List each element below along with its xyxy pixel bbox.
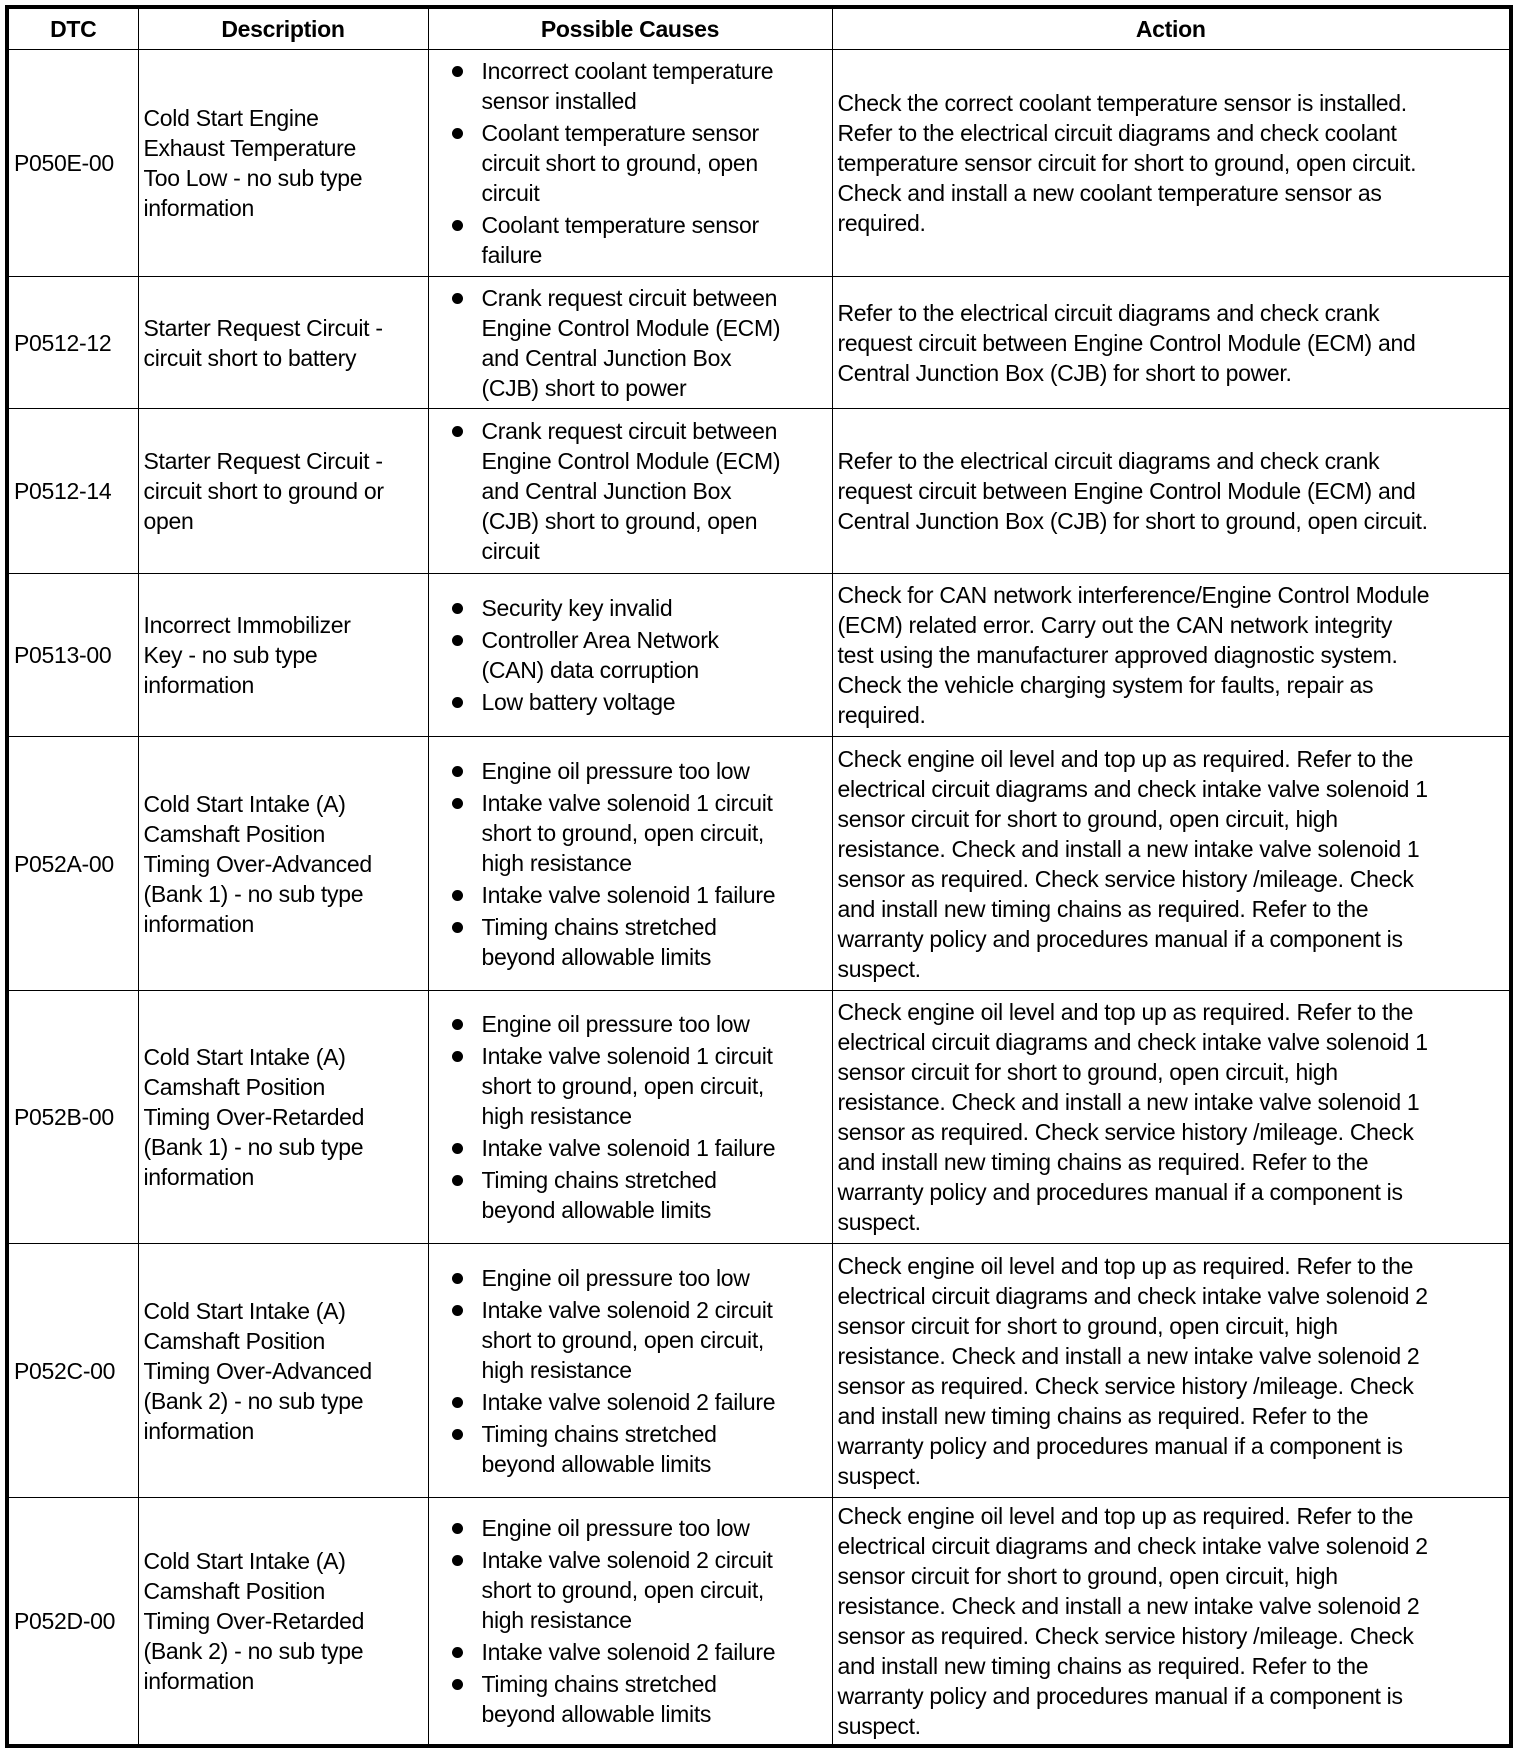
causes-list (434, 1263, 827, 1479)
header-action: Action (832, 7, 1511, 50)
cause-item: Intake valve solenoid 1 circuit short to ground, open circuit, high resistance (482, 788, 827, 878)
causes-list (434, 756, 827, 972)
cause-item: Engine oil pressure too low (482, 1513, 827, 1543)
description: Starter Request Circuit - circuit short to battery (138, 277, 428, 409)
dtc-code: P052B-00 (7, 991, 138, 1244)
description: Cold Start Intake (A) Camshaft Position Timing Over-Advanced (Bank 1) - no sub type information (138, 737, 428, 991)
possible-causes (428, 574, 832, 737)
table-row (7, 991, 1511, 1244)
table-row (7, 737, 1511, 991)
dtc-code: P052D-00 (7, 1498, 138, 1746)
cause-item: Intake valve solenoid 2 failure (482, 1637, 827, 1667)
cause-item: Coolant temperature sensor failure (482, 210, 827, 270)
table-row (7, 50, 1511, 277)
action: Check for CAN network interference/Engine Control Module (ECM) related error. Carry out the CAN network integrity test using the manufacturer approved diagnostic system. Check the vehicle charging system for faults, repair as required. (832, 574, 1511, 737)
header-description: Description (138, 7, 428, 50)
dtc-code: P052A-00 (7, 737, 138, 991)
cause-item: Security key invalid (482, 593, 827, 623)
cause-item: Timing chains stretched beyond allowable limits (482, 1419, 827, 1479)
description: Cold Start Intake (A) Camshaft Position Timing Over-Advanced (Bank 2) - no sub type information (138, 1244, 428, 1498)
table-row (7, 409, 1511, 574)
description: Cold Start Intake (A) Camshaft Position Timing Over-Retarded (Bank 2) - no sub type information (138, 1498, 428, 1746)
description: Incorrect Immobilizer Key - no sub type information (138, 574, 428, 737)
header-dtc: DTC (7, 7, 138, 50)
description: Starter Request Circuit - circuit short to ground or open (138, 409, 428, 574)
table-row (7, 574, 1511, 737)
cause-item: Low battery voltage (482, 687, 827, 717)
cause-item: Intake valve solenoid 1 failure (482, 880, 827, 910)
dtc-code: P052C-00 (7, 1244, 138, 1498)
description: Cold Start Engine Exhaust Temperature Too Low - no sub type information (138, 50, 428, 277)
action: Check engine oil level and top up as required. Refer to the electrical circuit diagrams and check intake valve solenoid 1 sensor circuit for short to ground, open circuit, high resistance. Check and install a new intake valve solenoid 1 sensor as required. Check service history /mileage. Check and install new timing chains as required. Refer to the warranty policy and procedures manual if a component is suspect. (832, 737, 1511, 991)
description: Cold Start Intake (A) Camshaft Position Timing Over-Retarded (Bank 1) - no sub type information (138, 991, 428, 1244)
possible-causes (428, 737, 832, 991)
action: Check engine oil level and top up as required. Refer to the electrical circuit diagrams and check intake valve solenoid 2 sensor circuit for short to ground, open circuit, high resistance. Check and install a new intake valve solenoid 2 sensor as required. Check service history /mileage. Check and install new timing chains as required. Refer to the warranty policy and procedures manual if a component is suspect. (832, 1244, 1511, 1498)
action: Check the correct coolant temperature sensor is installed. Refer to the electrical circuit diagrams and check coolant temperature sensor circuit for short to ground, open circuit. Check and install a new coolant temperature sensor as required. (832, 50, 1511, 277)
cause-item: Timing chains stretched beyond allowable limits (482, 1165, 827, 1225)
causes-list (434, 56, 827, 270)
cause-item: Coolant temperature sensor circuit short to ground, open circuit (482, 118, 827, 208)
table-row (7, 277, 1511, 409)
cause-item: Intake valve solenoid 2 circuit short to ground, open circuit, high resistance (482, 1545, 827, 1635)
action: Check engine oil level and top up as required. Refer to the electrical circuit diagrams and check intake valve solenoid 2 sensor circuit for short to ground, open circuit, high resistance. Check and install a new intake valve solenoid 2 sensor as required. Check service history /mileage. Check and install new timing chains as required. Refer to the warranty policy and procedures manual if a component is suspect. (832, 1498, 1511, 1746)
cause-item: Intake valve solenoid 2 failure (482, 1387, 827, 1417)
cause-item: Engine oil pressure too low (482, 756, 827, 786)
possible-causes (428, 50, 832, 277)
causes-list (434, 1513, 827, 1729)
cause-item: Controller Area Network (CAN) data corruption (482, 625, 827, 685)
causes-list (434, 1009, 827, 1225)
possible-causes (428, 1244, 832, 1498)
dtc-code: P050E-00 (7, 50, 138, 277)
header-causes: Possible Causes (428, 7, 832, 50)
action: Check engine oil level and top up as required. Refer to the electrical circuit diagrams and check intake valve solenoid 1 sensor circuit for short to ground, open circuit, high resistance. Check and install a new intake valve solenoid 1 sensor as required. Check service history /mileage. Check and install new timing chains as required. Refer to the warranty policy and procedures manual if a component is suspect. (832, 991, 1511, 1244)
action: Refer to the electrical circuit diagrams and check crank request circuit between Engine Control Module (ECM) and Central Junction Box (CJB) for short to ground, open circuit. (832, 409, 1511, 574)
cause-item: Intake valve solenoid 1 failure (482, 1133, 827, 1163)
causes-list (434, 593, 827, 717)
table-row (7, 1498, 1511, 1746)
dtc-code: P0513-00 (7, 574, 138, 737)
possible-causes (428, 277, 832, 409)
action: Refer to the electrical circuit diagrams and check crank request circuit between Engine Control Module (ECM) and Central Junction Box (CJB) for short to power. (832, 277, 1511, 409)
causes-list (434, 416, 827, 566)
cause-item: Crank request circuit between Engine Control Module (ECM) and Central Junction Box (CJB) short to power (482, 283, 827, 403)
cause-item: Engine oil pressure too low (482, 1263, 827, 1293)
cause-item: Incorrect coolant temperature sensor installed (482, 56, 827, 116)
cause-item: Timing chains stretched beyond allowable limits (482, 1669, 827, 1729)
cause-item: Engine oil pressure too low (482, 1009, 827, 1039)
cause-item: Intake valve solenoid 2 circuit short to ground, open circuit, high resistance (482, 1295, 827, 1385)
possible-causes (428, 991, 832, 1244)
possible-causes (428, 409, 832, 574)
table-row (7, 1244, 1511, 1498)
dtc-table (5, 5, 1513, 1748)
dtc-code: P0512-12 (7, 277, 138, 409)
cause-item: Timing chains stretched beyond allowable limits (482, 912, 827, 972)
header-row (7, 7, 1511, 50)
causes-list (434, 283, 827, 403)
dtc-code: P0512-14 (7, 409, 138, 574)
cause-item: Intake valve solenoid 1 circuit short to ground, open circuit, high resistance (482, 1041, 827, 1131)
cause-item: Crank request circuit between Engine Control Module (ECM) and Central Junction Box (CJB) short to ground, open circuit (482, 416, 827, 566)
possible-causes (428, 1498, 832, 1746)
